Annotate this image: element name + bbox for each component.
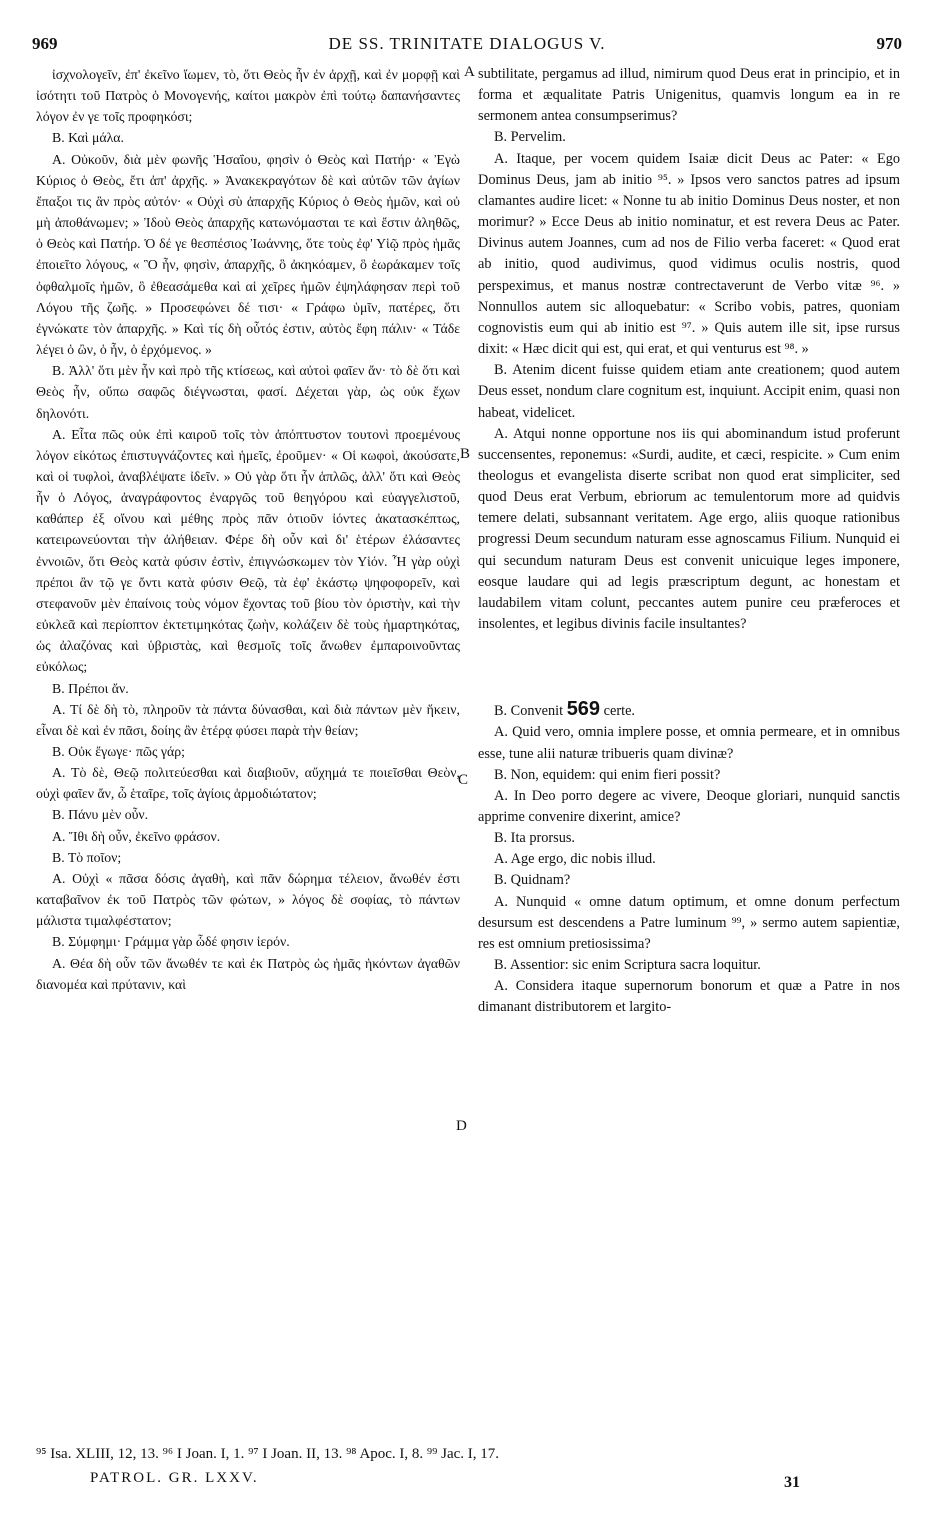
latin-paragraph: B. Ita prorsus. xyxy=(494,830,576,847)
greek-paragraph: Α. Οὐχὶ « πᾶσα δόσις ἀγαθὴ, καὶ πᾶν δώρημα τέλειον, ἄνωθέν ἐστι καταβαῖνον ἐκ τοῦ Πατρὸς τῶν φώτων, » λόγος δὲ σοφίας, τὸ πάντων μάλιστα τιμαλφέστατον; xyxy=(36,870,460,929)
margin-letter-d: D xyxy=(456,1118,467,1134)
convenit-text: B. Convenit xyxy=(494,703,564,720)
latin-paragraph: B. Quidnam? xyxy=(494,872,571,889)
latin-paragraph: A. Considera itaque supernorum bonorum et quæ a Patre in nos dimanant distributorem et largito- xyxy=(478,978,900,1016)
page-number-left: 969 xyxy=(32,34,58,53)
latin-paragraph-convenit xyxy=(478,699,900,722)
margin-letter-a: A xyxy=(464,64,475,80)
latin-paragraph: subtilitate, pergamus ad illud, nimirum quod Deus erat in principio, et in forma et æqualitate Patris Unigenitus, quamvis longum ea in re sermonem antea consumpserimus? xyxy=(478,66,900,125)
greek-paragraph: Β. Καὶ μάλα. xyxy=(52,130,124,146)
footnotes: ⁹⁵ Isa. XLIII, 12, 13. ⁹⁶ I Joan. I, 1. ⁹⁷ I Joan. II, 13. ⁹⁸ Apoc. I, 8. ⁹⁹ Jac. I, 17. xyxy=(36,1446,500,1462)
greek-paragraph: Β. Πρέποι ἄν. xyxy=(52,680,129,696)
page-number-right: 970 xyxy=(876,34,902,53)
greek-paragraph: Α. Ἴθι δὴ οὖν, ἐκεῖνο φράσον. xyxy=(52,828,221,844)
latin-paragraph: A. Quid vero, omnia implere posse, et omnia permeare, et in omnibus esse, tune alii naturæ tribueris quam divinæ? xyxy=(478,724,900,762)
greek-paragraph: Α. Θέα δὴ οὖν τῶν ἄνωθέν τε καὶ ἐκ Πατρὸς ὡς ἡμᾶς ἡκόντων ἀγαθῶν διανομέα καὶ πρύτανιν, καὶ xyxy=(36,955,460,992)
greek-paragraph: Α. Οὐκοῦν, διὰ μὲν φωνῆς Ἡσαΐου, φησὶν ὁ Θεὸς καὶ Πατήρ· « Ἐγὼ Κύριος ὁ Θεὸς, ἔτι ἀπ' ἀρχῆς. » Ἀνακεκραγότων δὲ καὶ αὐτῶν τῶν ἁγίων ἔπαξοι τις ἂν πρὸς αὐτόν· « Οὐχὶ σὺ ἀπαρχῆς Κύριος ὁ Θεὸς ἡμῶν, καὶ οὐ μὴ ἀποθάνωμεν; » Ἰδοὺ Θεὸς ἀπαρχῆς κατωνόμασται τε καὶ ἔστιν ἀληθῶς, ὁ Θεὸς καὶ Πατήρ. Ὁ δέ γε θεσπέσιος Ἰωάννης, ὅτε τοὺς ἐφ' Υἱῷ πρὸς ἡμᾶς ἐποιεῖτο λόγους, « Ὃ ἦν, φησὶν, ἀπαρχῆς, ὃ ἀκηκόαμεν, ὃ ἑωράκαμεν τοῖς ὀφθαλμοῖς ἡμῶν, ὃ ἐθεασάμεθα καὶ αἱ χεῖρες ἡμῶν ἐψηλάφησαν περὶ τοῦ Λόγου τῆς ζωῆς. » Προσεφώνει δέ τισι· « Γράφω ὑμῖν, πατέρες, ὅτι ἐγνώκατε τὸν ἀπαρχῆς. » Καὶ τίς δὴ οὗτός ἐστιν, αὐτὸς ἔφη πάλιν· « Τάδε λέγει ὁ ὢν, ὁ ἦν, ὁ ἐρχόμενος. » xyxy=(36,151,460,358)
margin-letter-b: B xyxy=(460,446,471,462)
latin-paragraph: B. Atenim dicent fuisse quidem etiam ante creationem; quod autem Deus esset, nondum clare cognitum est, inquiunt. Accipit enim, quasi non habeat, videlicet. xyxy=(478,362,900,421)
greek-paragraph: Α. Τί δὲ δὴ τὸ, πληροῦν τὰ πάντα δύνασθαι, καὶ διὰ πάντων μὲν ἥκειν, εἶναι δὲ καὶ ἐν πᾶσι, δοίης ἂν ἑτέρᾳ φύσει παρὰ τὴν θείαν; xyxy=(36,701,460,738)
footer-series-title: PATROL. GR. LXXV. xyxy=(90,1470,259,1486)
greek-paragraph: Β. Πάνυ μὲν οὖν. xyxy=(52,807,149,823)
latin-paragraph: A. Age ergo, dic nobis illud. xyxy=(494,851,656,868)
latin-paragraph: A. Itaque, per vocem quidem Isaiæ dicit Deus ac Pater: « Ego Dominus Deus, jam ab initio ⁹⁵. » Ipsos vero sanctos patres ad ipsum clamantes audire licet: « Nonne tu ab initio Dominus Deus noster, et non morimur? » Ecce Deus ab initio nominatur, et est revera Deus ac Pater. Divinus autem Joannes, cum ad nos de Filio verba faceret: « Quod erat ab initio, quod audivimus, quod vidimus oculis nostris, quod perspeximus, et manus nostræ contrectaverunt de Verbo vitæ ⁹⁶. » Nonnullos autem sic alloquebatur: « Scribo vobis, patres, quoniam cognovistis eum qui ab initio est ⁹⁷. » Quis autem ille sit, ipse rursus dixit: « Hæc dicit qui est, qui erat, et qui venturus est ⁹⁸. » xyxy=(478,150,900,358)
greek-paragraph: Β. Τὸ ποῖον; xyxy=(52,849,122,865)
column-number: 569 xyxy=(566,698,601,721)
running-header xyxy=(32,34,902,58)
running-title: DE SS. TRINITATE DIALOGUS V. xyxy=(328,34,606,53)
greek-paragraph: Β. Ἀλλ' ὅτι μὲν ἦν καὶ πρὸ τῆς κτίσεως, καὶ αὐτοὶ φαῖεν ἄν· τὸ δὲ ὅτι καὶ Θεὸς ἦν, οὔπω σαφῶς διέγνωσται, φασί. Δέχεται γὰρ, ὡς οὐκ ἔχων δηλονότι. xyxy=(36,363,460,421)
greek-paragraph: Α. Εἶτα πῶς οὐκ ἐπὶ καιροῦ τοῖς τὸν ἀπόπτυστον τουτονὶ προεμένους λόγον εἰκότως ἐπιστυγνάζοντες καὶ ἡμεῖς, ἐροῦμεν· « Οἱ κωφοὶ, ἀκούσατε, καὶ οἱ τυφλοὶ, ἀναβλέψατε ἰδεῖν. » Οὐ γὰρ ὅτι ἦν ἁπλῶς, ἀλλ' ὅτι καὶ Θεὸς ἦν ὁ Λόγος, ἀναγράφοντος ἐναργῶς τοῦ θεηγόρου καὶ εὐαγγελιστοῦ, καθάπερ ἐξ οἴνου καὶ μέθης πρὸς πᾶν ὁτιοῦν ἰόντες ἀκατασκέπτως, κατειρωνεύονται τὴν ἀλήθειαν. Φέρε δὴ οὖν καὶ δι' ἑτέρων ἐλάσαντες ἐννοιῶν, ὅτι Θεὸς κατὰ φύσιν ἐστὶν, ἐπιγνώσκωμεν τὸν Υἱόν. Ἦ γὰρ οὐχὶ πρέποι ἂν τῷ γε ὄντι κατὰ φύσιν Θεῷ, τὰ ἐφ' ἑκάστῳ ψηφοφορεῖν, καὶ στεφανοῦν μὲν ἐπαίνοις τοὺς νόμον ἔχοντας τοῦ βίου τὸν ὀριστὴν, καὶ τὴν εὐκλεᾶ καὶ περίοπτον ἐκτετιμηκότας ζωὴν, κολάζειν δὲ τοὺς ἡμαρτηκότας, ὡς ἀλαζόνας καὶ ὑβριστὰς, καὶ θεσμοῖς τοῖς ἄνωθεν ἐμπαροινοῦντας εὐκόλως; xyxy=(36,426,460,675)
latin-paragraph: A. In Deo porro degere ac vivere, Deoque gloriari, nunquid sanctis apprime convenire dixerint, amice? xyxy=(478,787,900,825)
convenit-tail: certe. xyxy=(603,703,635,720)
latin-column xyxy=(478,64,900,1019)
greek-paragraph: Α. Τὸ δὲ, Θεῷ πολιτεύεσθαι καὶ διαβιοῦν, αὔχημά τε ποιεῖσθαι Θεὸν, οὐχὶ φαῖεν ἄν, ὦ ἑταῖρε, τοῖς ἁγίοις ἁρμοδιώτατον; xyxy=(36,765,460,802)
latin-paragraph: A. Nunquid « omne datum optimum, et omne donum perfectum desursum est descendens a Patre luminum ⁹⁹, » sermo autem sapientiæ, res est omnium pretiosissima? xyxy=(478,893,900,952)
margin-letter-c: C xyxy=(458,772,469,788)
latin-paragraph: A. Atqui nonne opportune nos iis qui abominandum istud proferunt succensentes, reponemus: «Surdi, audite, et cæci, respicite. » Cum enim theologus et evangelista diserte scribat non quod erat simpliciter, sed quod Deus erat Verbum, ebriorum ac temulentorum more ad quidvis temere delati, subsannant veritatem. Age ergo, aliis quoque rationibus progressi Deum secundum naturam esse agnoscamus Filium. Nunquid ei qui secundum naturam Deus est convenit unicuique leges imponere, eosque laudare qui ad legis præscriptum degunt, ac honestam et laudabilem vitam colunt, peccantes autem punire ceu præferoces et insolentes, et legibus divinis facile insultantes? xyxy=(478,425,900,633)
latin-paragraph: B. Non, equidem: qui enim fieri possit? xyxy=(494,766,721,783)
greek-paragraph: Β. Οὐκ ἔγωγε· πῶς γάρ; xyxy=(52,744,185,759)
greek-paragraph: ἰσχνολογεῖν, ἐπ' ἐκεῖνο ἴωμεν, τὸ, ὅτι Θεὸς ἦν ἐν ἀρχῇ, καὶ ἐν μορφῇ καὶ ἰσότητι τοῦ Πατρὸς ὁ Μονογενής, καίτοι μακρὸν ἐπὶ τούτῳ δαπανήσαντες λόγον ἐν γε τοῖς προφηκόσι; xyxy=(36,67,460,125)
latin-paragraph: B. Assentior: sic enim Scriptura sacra loquitur. xyxy=(494,957,761,974)
signature-mark: 31 xyxy=(784,1474,800,1491)
latin-paragraph: B. Pervelim. xyxy=(494,129,566,146)
greek-paragraph: Β. Σύμφημι· Γράμμα γὰρ ὧδέ φησιν ἱερόν. xyxy=(52,934,290,950)
greek-column xyxy=(36,64,460,995)
